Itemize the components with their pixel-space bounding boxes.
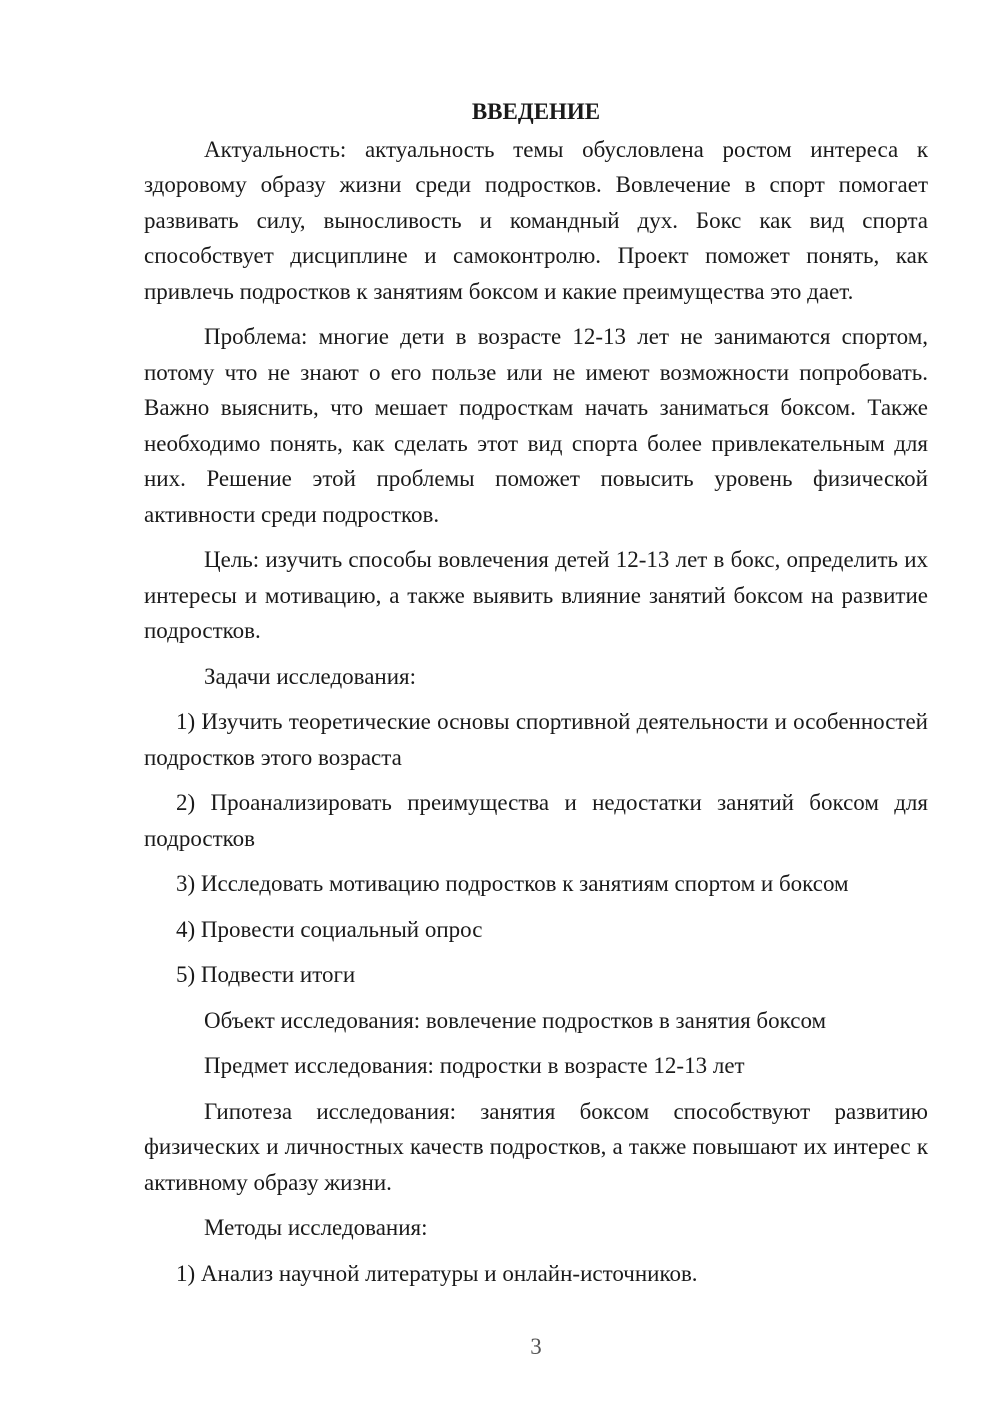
task-item-2: 2) Проанализировать преимущества и недостатки занятий боксом для подростков [144,790,928,851]
methods-heading: Методы исследования: [204,1215,428,1240]
tasks-heading: Задачи исследования: [204,663,417,689]
goal-paragraph: Цель: изучить способы вовлечения детей 12-13 лет в бокс, определить их интересы и мотивацию, а также выявить влияние занятий боксом на развитие подростков. [144,547,928,643]
page-content [144,94,928,1291]
section-title: ВВЕДЕНИЕ [471,99,601,124]
task-item-3: 3) Исследовать мотивацию подростков к занятиям спортом и боксом [176,871,849,896]
task-item-5: 5) Подвести итоги [176,962,356,987]
method-item-1: 1) Анализ научной литературы и онлайн-источников. [176,1260,698,1286]
object-paragraph: Объект исследования: вовлечение подростков в занятия боксом [204,1007,827,1033]
relevance-paragraph: Актуальность: актуальность темы обусловлена ростом интереса к здоровому образу жизни среди подростков. Вовлечение в спорт помогает развивать силу, выносливость и командный дух. Бокс как вид спорта способствует дисциплине и самоконтролю. Проект поможет понять, как привлечь подростков к занятиям боксом и какие преимущества это дает. [144,136,928,304]
page-number: 3 [530,1334,542,1359]
hypothesis-paragraph: Гипотеза исследования: занятия боксом способствуют развитию физических и личностных качеств подростков, а также повышают их интерес к активному образу жизни. [144,1098,928,1195]
task-item-4: 4) Провести социальный опрос [176,916,483,942]
task-item-1: 1) Изучить теоретические основы спортивной деятельности и особенностей подростков этого возраста [144,709,928,770]
subject-paragraph: Предмет исследования: подростки в возрасте 12-13 лет [204,1053,745,1078]
problem-paragraph: Проблема: многие дети в возрасте 12-13 лет не занимаются спортом, потому что не знают о его пользе или не имеют возможности попробовать. Важно выяснить, что мешает подросткам начать заниматься боксом. Также необходимо понять, как сделать этот вид спорта более привлекательным для них. Решение этой проблемы поможет повысить уровень физической активности среди подростков. [144,324,928,527]
